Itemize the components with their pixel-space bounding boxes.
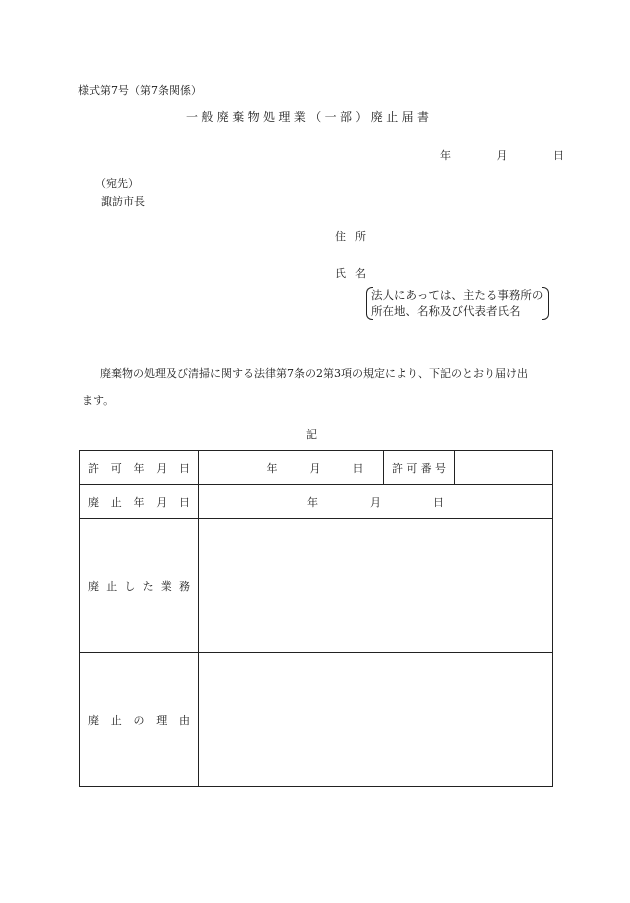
reason-field[interactable] <box>199 653 553 787</box>
body-text-line2: ます。 <box>82 394 115 407</box>
permit-date-month: 月 <box>309 461 321 475</box>
corporate-note-line2: 所在地、名称及び代表者氏名 <box>371 304 521 318</box>
abolition-date-row <box>80 485 553 519</box>
form-number: 様式第7号（第7条関係） <box>78 84 202 97</box>
details-table <box>79 450 553 787</box>
name-label: 氏名 <box>335 267 375 280</box>
abolition-date-field[interactable] <box>199 485 553 519</box>
ki-heading: 記 <box>306 428 317 441</box>
document-title: 一般廃棄物処理業（一部）廃止届書 <box>186 110 433 124</box>
abolished-business-row <box>80 519 553 653</box>
submission-date <box>440 147 564 163</box>
permit-date-label: 許 可 年 月 日 <box>80 451 199 485</box>
addressee-name: 諏訪市長 <box>101 195 145 208</box>
date-year: 年 <box>440 149 451 162</box>
body-text-line1: 廃棄物の処理及び清掃に関する法律第7条の2第3項の規定により、下記のとおり届け出 <box>100 367 528 380</box>
date-month: 月 <box>496 149 508 162</box>
permit-number-label: 許可番号 <box>384 451 455 485</box>
permit-date-field[interactable] <box>199 451 384 485</box>
corporate-note-bracket <box>366 287 549 320</box>
permit-number-field[interactable] <box>455 451 553 485</box>
permit-date-year: 年 <box>266 461 278 475</box>
abolition-date-label: 廃 止 年 月 日 <box>80 485 199 519</box>
reason-label: 廃 止 の 理 由 <box>80 653 199 787</box>
abolished-business-field[interactable] <box>199 519 553 653</box>
permit-row <box>80 451 553 485</box>
reason-row <box>80 653 553 787</box>
date-day: 日 <box>553 149 564 162</box>
permit-date-day: 日 <box>352 461 364 475</box>
corporate-note-line1: 法人にあっては、主たる事務所の <box>371 288 544 302</box>
abolition-date-year: 年 <box>307 495 318 509</box>
abolished-business-label: 廃止した業務 <box>80 519 199 653</box>
addressee-label: （宛先） <box>95 177 139 190</box>
abolition-date-day: 日 <box>433 495 444 509</box>
address-label: 住所 <box>335 230 375 243</box>
abolition-date-month: 月 <box>370 495 381 509</box>
